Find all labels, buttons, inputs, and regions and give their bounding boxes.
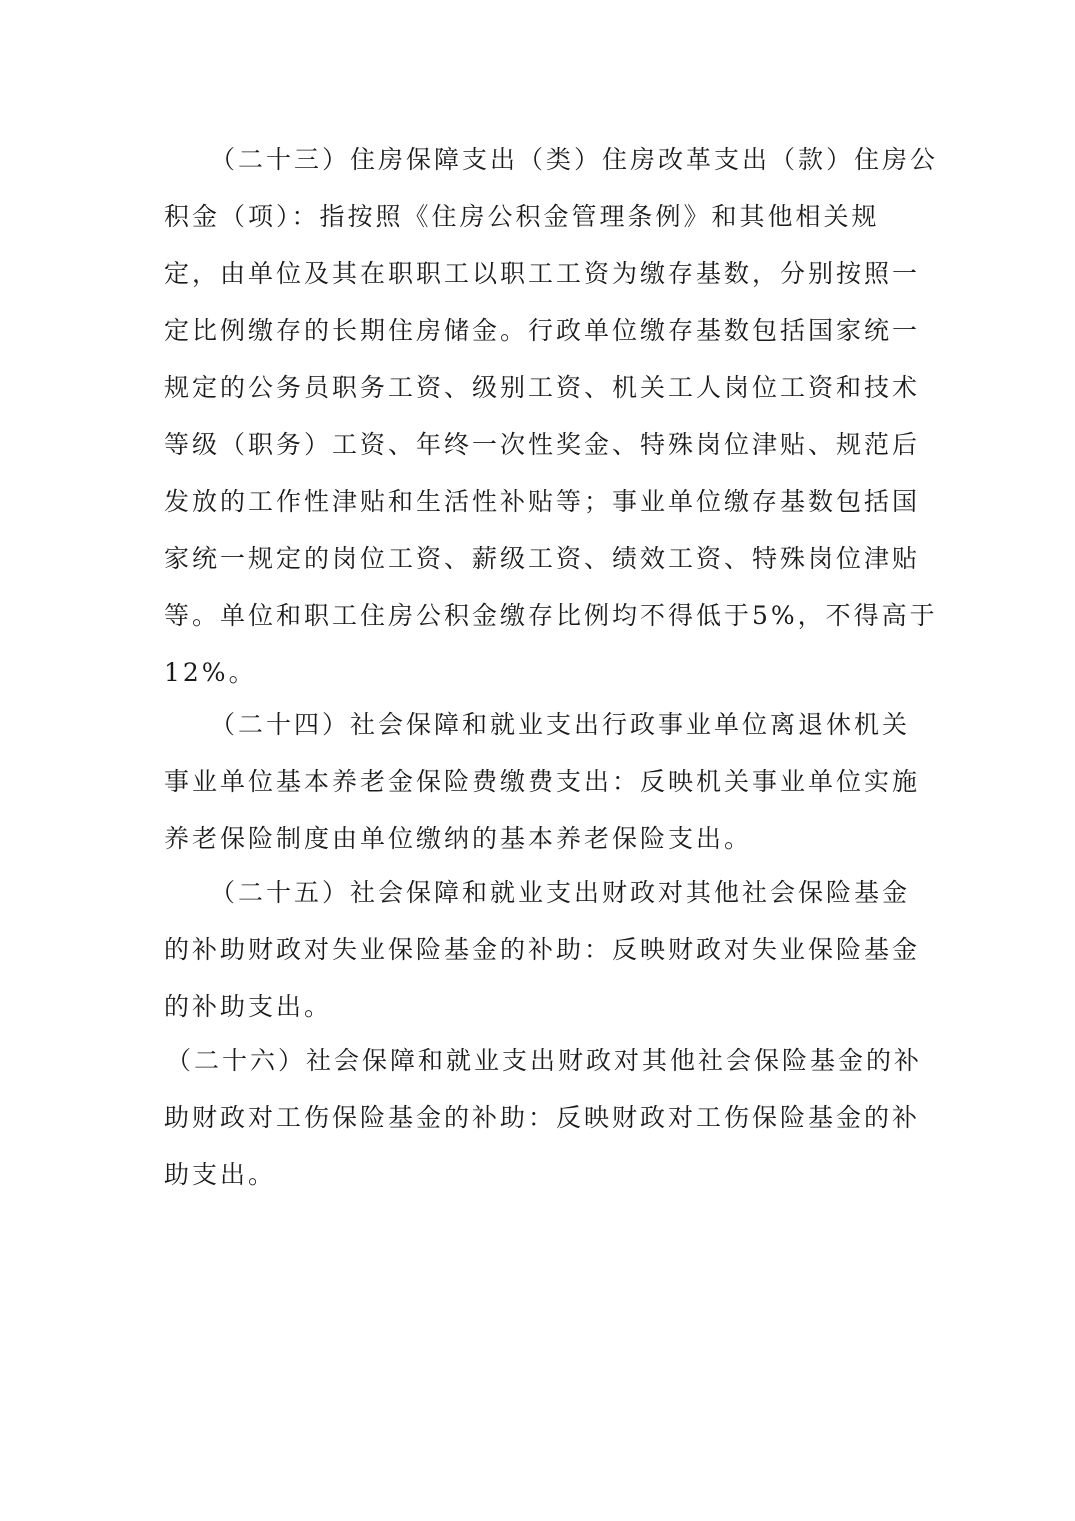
paragraph-line: 助支出。 — [164, 1160, 277, 1189]
paragraph-line: 12%。 — [164, 658, 257, 687]
paragraph-line: 定，由单位及其在职职工以职工工资为缴存基数，分别按照一 — [164, 259, 921, 288]
paragraph-line: 事业单位基本养老金保险费缴费支出：反映机关事业单位实施 — [164, 767, 921, 796]
paragraph-line: 养老保险制度由单位缴纳的基本养老保险支出。 — [164, 824, 753, 853]
paragraph-25-unemployment-insurance — [164, 864, 921, 1035]
paragraph-line: 助财政对工伤保险基金的补助：反映财政对工伤保险基金的补 — [164, 1103, 921, 1132]
paragraph-line: 定比例缴存的长期住房储金。行政单位缴存基数包括国家统一 — [164, 316, 921, 345]
paragraph-line: 积金（项）：指按照《住房公积金管理条例》和其他相关规 — [164, 202, 880, 231]
paragraph-line: 的补助支出。 — [164, 992, 333, 1021]
paragraph-line: 家统一规定的岗位工资、薪级工资、绩效工资、特殊岗位津贴 — [164, 544, 921, 573]
paragraph-line: （二十四）社会保障和就业支出行政事业单位离退休机关 — [210, 710, 911, 739]
paragraph-line: 规定的公务员职务工资、级别工资、机关工人岗位工资和技术 — [164, 373, 921, 402]
paragraph-line: 的补助财政对失业保险基金的补助：反映财政对失业保险基金 — [164, 935, 921, 964]
paragraph-line: 等级（职务）工资、年终一次性奖金、特殊岗位津贴、规范后 — [164, 430, 921, 459]
paragraph-26-injury-insurance — [164, 1032, 923, 1203]
paragraph-line: 发放的工作性津贴和生活性补贴等；事业单位缴存基数包括国 — [164, 487, 921, 516]
paragraph-24-pension-insurance — [164, 696, 921, 867]
paragraph-line: （二十六）社会保障和就业支出财政对其他社会保险基金的补 — [166, 1046, 923, 1075]
paragraph-line: （二十五）社会保障和就业支出财政对其他社会保险基金 — [210, 878, 911, 907]
paragraph-line: 等。单位和职工住房公积金缴存比例均不得低于5%，不得高于 — [164, 601, 938, 630]
paragraph-line: （二十三）住房保障支出（类）住房改革支出（款）住房公 — [210, 145, 939, 174]
paragraph-23-housing-fund — [164, 131, 939, 701]
